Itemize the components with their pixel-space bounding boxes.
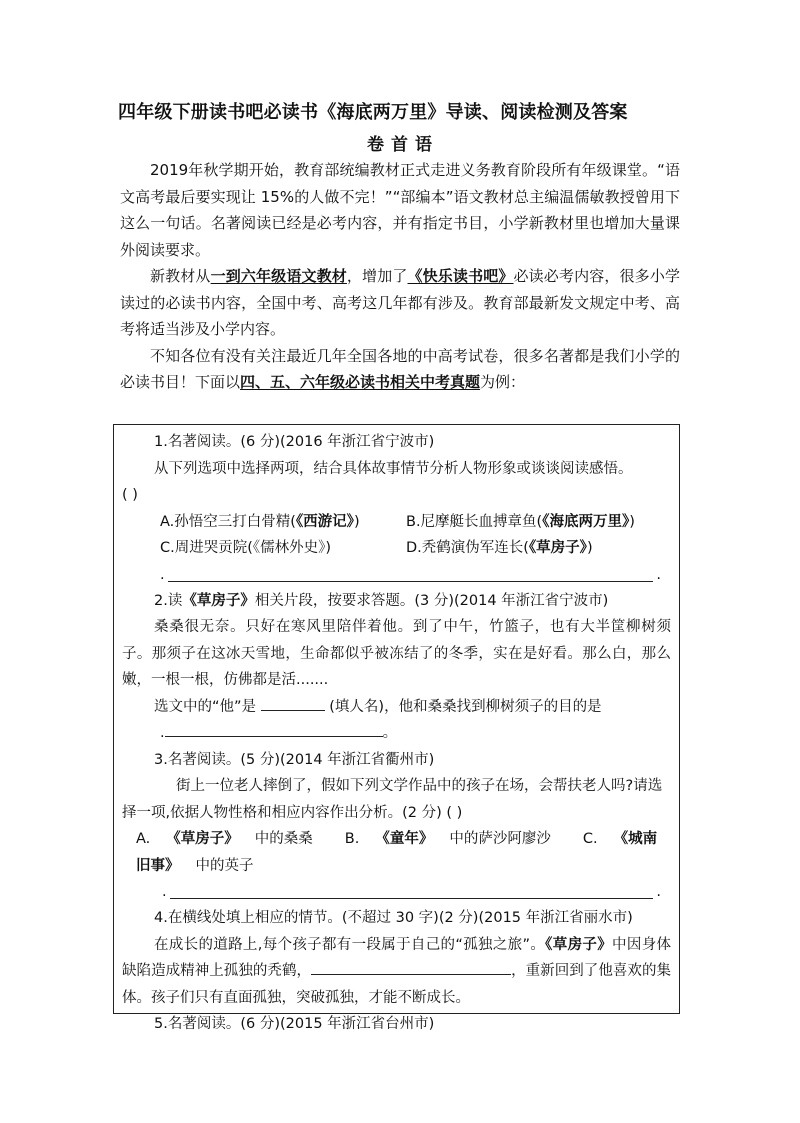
q2-heading-b: 相关片段，按要求答题。(3 分)(2014 年浙江省宁波市)	[254, 592, 609, 609]
intro-p2-text-b: ，增加了	[346, 267, 408, 285]
q4-body-b: 中因身体缺陷造成精神上孤独的秃鹤，	[122, 936, 672, 979]
exam-questions-box	[113, 424, 680, 1032]
q1-option-d-close: )	[586, 540, 593, 556]
q3-heading: 3.名著阅读。(5 分)(2014 年浙江省衢州市)	[154, 751, 435, 768]
q1-option-c: C.周进哭贡院(《儒林外史》)	[160, 540, 332, 556]
q1-option-b-close: )	[629, 513, 635, 530]
q1-option-a-book: 《西游记》	[295, 513, 354, 530]
q2-heading-book: 《草房子》	[182, 592, 255, 609]
q1-option-b-book: 《海底两万里》	[542, 513, 630, 530]
q4-body-c: ，重新回到了他喜欢的集体。孩子们只有直面孤独，突破孤独，才能不断成长。	[122, 963, 672, 1006]
document-subtitle: 卷首语	[367, 135, 439, 155]
q4-heading: 4.在横线处填上相应的情节。(不超过 30 字)(2 分)(2015 年浙江省丽水市)	[154, 910, 633, 926]
q1-heading: 1.名著阅读。(6 分)(2016 年浙江省宁波市)	[154, 434, 435, 450]
intro-section	[120, 157, 680, 396]
intro-paragraph-1: 2019年秋学期开始，教育部统编教材正式走进义务教育阶段所有年级课堂。“语文高考最后要实现让 15%的人做不完！”“部编本”语文教材总主编温儒敏教授曾用下这么一句话。名著阅读已经是必考内容，并有指定书目，小学新教材里也增加大量课外阅读要求。	[120, 161, 680, 259]
q3-option-b-text: 中的萨沙阿廖沙	[449, 831, 551, 847]
intro-p2-text-a: 新教材从	[150, 267, 211, 285]
q2-question	[122, 694, 671, 721]
q3-option-c-label: C.	[582, 831, 598, 847]
q2-question-a: 选文中的“他”是	[154, 698, 257, 715]
q3-option-b	[345, 831, 567, 847]
q1-answer-line[interactable]	[160, 562, 661, 588]
document-title: 四年级下册读书吧必读书《海底两万里》导读、阅读检测及答案	[118, 102, 628, 123]
q2-answer-row: . 。	[122, 720, 671, 747]
intro-paragraph-2	[120, 263, 680, 343]
q1-option-d-book: 《草房子》	[528, 540, 587, 556]
q3-option-c-book: 《城南旧事》	[136, 831, 658, 874]
q3-answer-line[interactable]	[162, 879, 661, 905]
q1-body-text: 从下列选项中选择两项，结合具体故事情节分析人物形象或谈谈阅读感悟。	[154, 460, 633, 477]
q3-option-a-book: 《草房子》	[166, 831, 239, 847]
q3-option-b-book: 《童年》	[375, 831, 434, 847]
q1-option-a-close: )	[353, 513, 360, 530]
q1-options-row-1	[122, 509, 671, 536]
q3-options	[122, 826, 671, 879]
q4-body-book: 《草房子》	[545, 936, 613, 953]
q3-body: 街上一位老人摔倒了，假如下列文学作品中的孩子在场，会帮扶老人吗?请选择一项,依据人物性格和相应内容作出分析。(2 分) ( )	[122, 778, 663, 821]
intro-p3-text-a: 不知各位有没有关注最近几年全国各地的中高考试卷，很多名著都是我们小学的必读书目！下面以	[120, 346, 680, 391]
q5-heading: 5.名著阅读。(6 分)(2015 年浙江省台州市)	[154, 1016, 435, 1032]
q3-option-b-label: B.	[344, 831, 360, 847]
intro-p2-highlight-reading-bar: 《快乐读书吧》	[407, 267, 514, 285]
q3-option-a-text: 中的桑桑	[254, 831, 313, 847]
q2-question-b: (填人名)，他和桑桑找到柳树须子的目的是	[329, 698, 602, 715]
q1-option-d-text: D.秃鹤演伪军连长(	[406, 540, 529, 556]
q1-answer-paren: ( )	[122, 487, 138, 503]
q2-name-blank[interactable]	[261, 694, 325, 711]
q2-heading	[122, 588, 671, 615]
intro-p3-text-b: 为例：	[480, 373, 526, 391]
intro-paragraph-3	[120, 343, 680, 396]
q3-option-a-label: A.	[136, 831, 151, 847]
q2-answer-end: 。	[382, 725, 398, 741]
q3-option-c-text: 中的英子	[195, 857, 254, 874]
q2-passage: 桑桑很无奈。只好在寒风里陪伴着他。到了中午，竹篮子，也有大半筐柳树须子。那须子在这冰天雪地，生命都似乎被冻结了的冬季，实在是好看。那么白，那么嫩，一根一根，仿佛都是活.......	[122, 619, 671, 688]
q3-option-a	[136, 831, 329, 847]
q4-body	[122, 932, 671, 1012]
q2-heading-a: 2.读	[154, 592, 183, 609]
q4-body-a: 在成长的道路上,每个孩子都有一段属于自己的“孤独之旅”。	[154, 936, 546, 953]
q1-options-row-2	[122, 535, 671, 562]
q1-option-a-text: A.孙悟空三打白骨精(	[160, 513, 296, 530]
q1-option-b	[406, 509, 635, 536]
q1-option-a	[160, 509, 406, 536]
intro-p3-highlight-exam: 四、五、六年级必读书相关中考真题	[240, 373, 481, 391]
q1-option-b-text: B.尼摩艇长血搏章鱼(	[406, 513, 543, 530]
q1-body	[122, 456, 671, 483]
intro-p2-highlight-textbook: 一到六年级语文教材	[210, 267, 347, 285]
intro-p2-text-c: 必读必考内容，很多小学读过的必读书内容，全国中考、高考这几年都有涉及。教育部最新发文规定中考、高考将适当涉及小学内容。	[120, 267, 680, 338]
q2-purpose-blank[interactable]	[165, 720, 383, 737]
q1-option-d	[406, 535, 593, 562]
q4-plot-blank[interactable]	[311, 958, 511, 975]
